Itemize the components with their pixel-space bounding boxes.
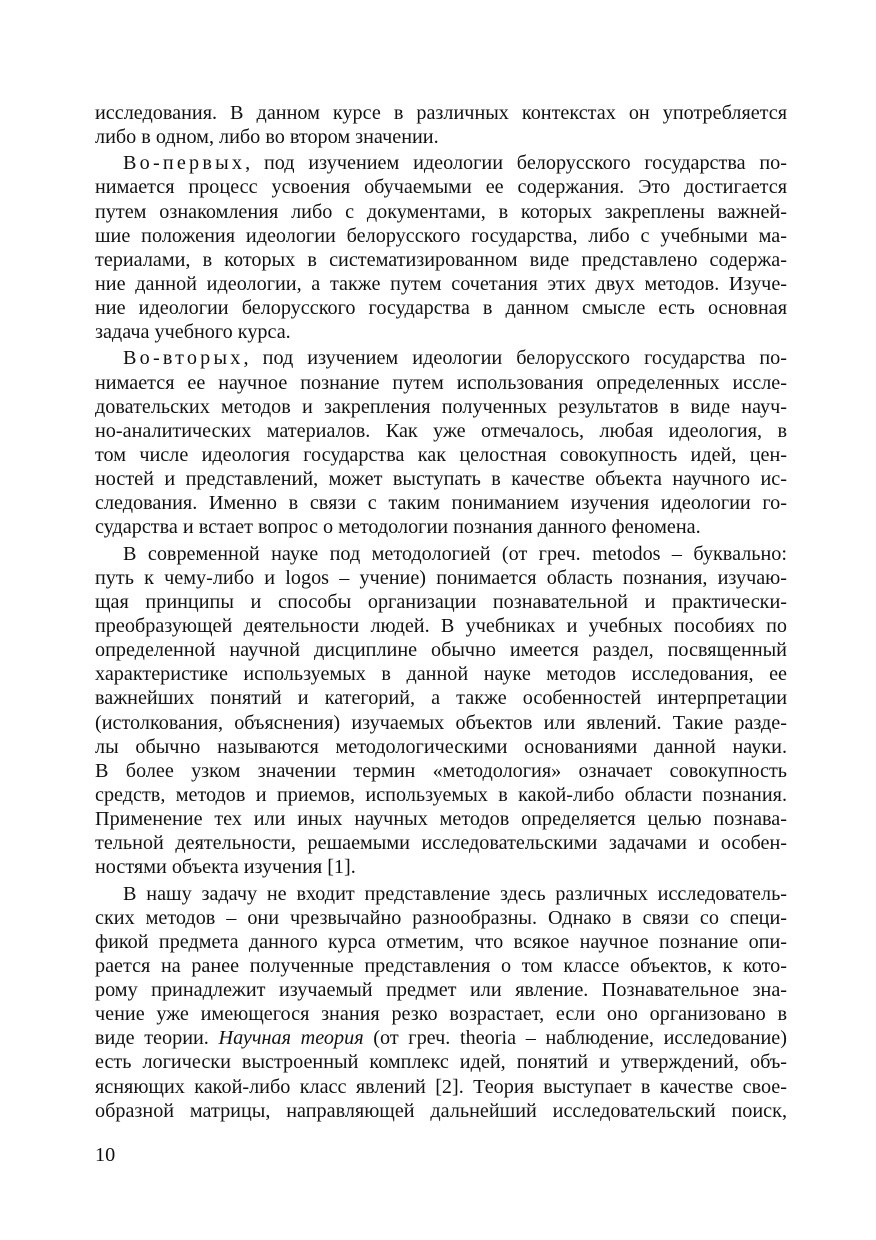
text-line: исследования. В данном курсе в различных контекстах он употребляется	[95, 102, 787, 124]
paragraph-2	[95, 151, 787, 344]
text-line: ние идеологии белорусского государства в данном смысле есть основная	[95, 297, 787, 320]
text-line: есть логически выстроенный комплекс идей, понятий и утверждений, объ-	[95, 1051, 787, 1074]
text-line: щая принципы и способы организации познавательной и практически-	[95, 590, 787, 613]
text-line: ских методов – они чрезвычайно разнообразны. Однако в связи со специ-	[95, 906, 787, 929]
text-line: нимается процесс усвоения обучаемыми ее содержания. Это достигается	[95, 176, 787, 199]
text-line: (истолкования, объяснения) изучаемых объектов или явлений. Такие разде-	[95, 711, 787, 734]
text-line: В нашу задачу не входит представление здесь различных исследователь-	[123, 882, 787, 905]
spaced-lead-word: Во-первых	[123, 152, 246, 175]
text-line: тельной деятельности, решаемыми исследовательскими задачами и особен-	[95, 832, 787, 855]
paragraph-3	[95, 346, 787, 539]
text-line: чение уже имеющегося знания резко возрастает, если оно организовано в	[95, 1003, 787, 1026]
text-line: важнейших понятий и категорий, а также особенностей интерпретации	[95, 687, 787, 710]
text-line: териалами, в которых в систематизированном виде представлено содержа-	[95, 248, 787, 271]
text-line: В современной науке под методологией (от греч. metodos – буквально:	[123, 542, 787, 565]
text-line: Во-вторых, под изучением идеологии белорусского государства по-	[123, 347, 787, 370]
text-line: фикой предмета данного курса отметим, что всякое научное познание опи-	[95, 930, 787, 953]
text-line: лы обычно называются методологическими основаниями данной науки.	[95, 735, 787, 758]
text-line: ясняющих какой-либо класс явлений [2]. Теория выступает в качестве свое-	[95, 1075, 787, 1098]
text-line: средств, методов и приемов, используемых в какой-либо области познания.	[95, 783, 787, 806]
text-line: ние данной идеологии, а также путем сочетания этих двух методов. Изуче-	[95, 272, 787, 295]
text-line: довательских методов и закрепления полученных результатов в виде науч-	[95, 395, 787, 418]
text-line: характеристике используемых в данной науке методов исследования, ее	[95, 663, 787, 686]
book-page-text	[95, 101, 787, 1123]
text-line: путем ознакомления либо с документами, в которых закреплены важней-	[95, 200, 787, 223]
italic-term: Научная теория	[218, 1027, 364, 1050]
text-line: определенной научной дисциплине обычно имеется раздел, посвященный	[95, 639, 787, 662]
text-line: ностей и представлений, может выступать в качестве объекта научного ис-	[95, 468, 787, 491]
paragraph-5	[95, 882, 787, 1123]
text-line: нимается ее научное познание путем использования определенных иссле-	[95, 371, 787, 394]
text-line: путь к чему-либо и logos – учение) понимается область познания, изучаю-	[95, 566, 787, 589]
text-line: Во-первых, под изучением идеологии белорусского государства по-	[123, 152, 787, 175]
text-line: Применение тех или иных научных методов определяется целью познава-	[95, 808, 787, 831]
text-line: виде теории. Научная теория (от греч. theoria – наблюдение, исследование)	[95, 1027, 787, 1050]
text-line: рается на ранее полученные представления о том классе объектов, к кото-	[95, 954, 787, 977]
text-line: следования. Именно в связи с таким пониманием изучения идеологии го-	[95, 492, 787, 515]
spaced-lead-word: Во-вторых	[123, 347, 244, 370]
text-line: сударства и встает вопрос о методологии познания данного феномена.	[95, 516, 701, 539]
text-line: ностями объекта изучения [1].	[95, 856, 356, 879]
text-line: рому принадлежит изучаемый предмет или явление. Познавательное зна-	[95, 979, 787, 1002]
text-line: либо в одном, либо во втором значении.	[95, 126, 439, 149]
text-line: преобразующей деятельности людей. В учебниках и учебных пособиях по	[95, 614, 787, 637]
page-number: 10	[95, 1144, 116, 1166]
text-line: задача учебного курса.	[95, 321, 291, 344]
text-line: том числе идеология государства как целостная совокупность идей, цен-	[95, 443, 787, 466]
text-line: образной матрицы, направляющей дальнейший исследовательский поиск,	[95, 1099, 787, 1122]
text-line: шие положения идеологии белорусского государства, либо с учебными ма-	[95, 224, 787, 247]
paragraph-4	[95, 542, 787, 880]
text-line: но-аналитических материалов. Как уже отмечалось, любая идеология, в	[95, 419, 787, 442]
paragraph-1	[95, 101, 787, 149]
text-line: В более узком значении термин «методология» означает совокупность	[95, 759, 787, 782]
